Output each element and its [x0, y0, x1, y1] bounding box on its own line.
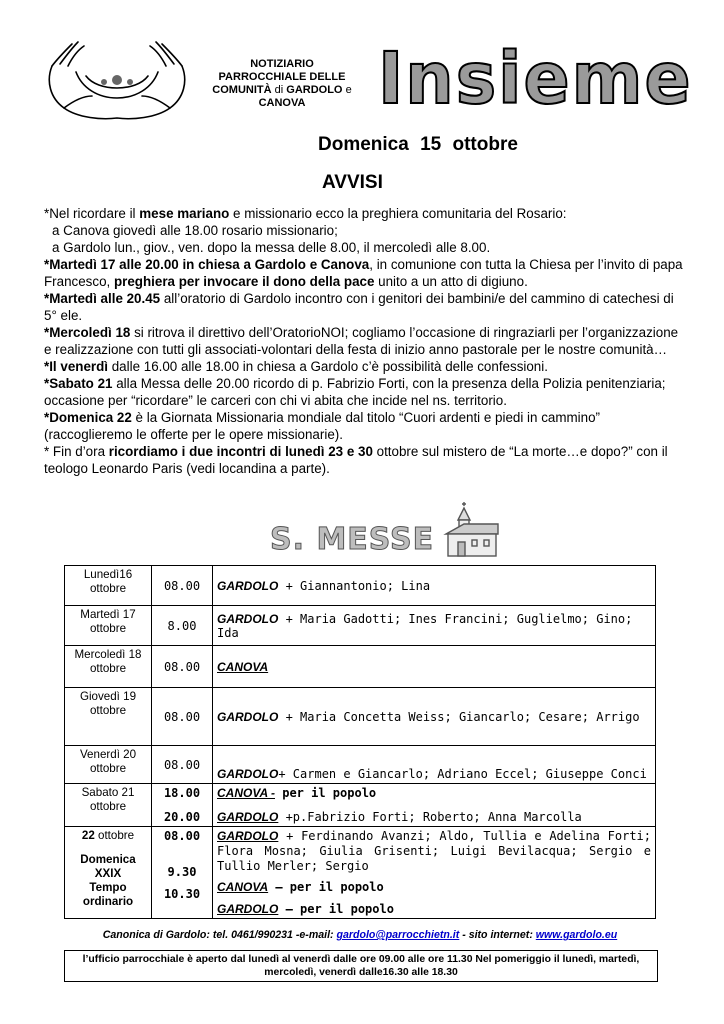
mass-day: Venerdì 20 ottobre	[65, 746, 152, 784]
masthead-line: CANOVA	[258, 97, 306, 109]
mass-time: 08.00	[152, 746, 213, 784]
notice-paragraph	[44, 324, 684, 358]
mass-intentions	[213, 784, 656, 827]
mass-day: Martedì 17 ottobre	[65, 606, 152, 646]
text: * Fin d’ora	[44, 444, 109, 459]
mass-day	[65, 827, 152, 919]
mass-time: 08.00	[152, 688, 213, 746]
newsletter-title: Insieme	[378, 37, 693, 121]
mass-location: GARDOLO	[217, 810, 279, 824]
masthead-word: di	[274, 84, 284, 96]
text: è la Giornata Missionaria mondiale dal titolo “Cuori ardenti e piedi in cammino” (raccoglieremo le offerte per le opere missionarie).	[44, 410, 600, 442]
text-bold: *Martedì alle 20.45	[44, 291, 161, 306]
mass-location: CANOVA	[217, 880, 269, 894]
mass-row-saturday	[65, 784, 656, 827]
text: , in comunione con tutta la Chiesa per l’invito di papa Francesco,	[44, 257, 683, 289]
mass-time: 08.00	[152, 646, 213, 688]
mass-time: 08.00	[152, 566, 213, 606]
notice-line: a Gardolo lun., giov., ven. dopo la messa delle 8.00, il mercoledì alle 8.00.	[52, 240, 491, 255]
mass-intention-text: – per il popolo	[278, 902, 394, 916]
mass-day: Giovedì 19 ottobre	[65, 688, 152, 746]
text: si ritrova il direttivo dell’OratorioNOI; cogliamo l’occasione di ringraziarli per l’organizzazione e realizzazione con tutti gli associati-volontari della festa di inizio anno pastorale per le nostre comunità…	[44, 325, 679, 357]
mass-day-line: Domenica	[80, 853, 136, 866]
mass-location: GARDOLO	[217, 611, 279, 626]
mass-location: CANOVA -	[217, 786, 275, 800]
mass-row	[65, 646, 656, 688]
issue-date: Domenica 15 ottobre	[318, 134, 518, 155]
mass-intention-text: per il popolo	[275, 786, 377, 800]
mass-intention-text: + Maria Concetta Weiss; Giancarlo; Cesare; Arrigo	[278, 709, 640, 724]
text: *Nel ricordare il	[44, 206, 140, 221]
mass-intentions	[213, 688, 656, 746]
mass-intention-text: + Maria Gadotti; Ines Francini; Guglielmo; Gino; Ida	[217, 611, 633, 640]
mass-day-line: XXIX	[94, 867, 122, 880]
text: ottobre sul mistero de “La morte…e dopo?” con il teologo Leonardo Paris (vedi locandina a parte).	[44, 444, 668, 476]
masthead-line: PARROCCHIALE DELLE	[218, 71, 346, 83]
notice-paragraph	[44, 375, 684, 409]
text-bold: *Domenica 22	[44, 410, 132, 425]
mass-location: GARDOLO	[217, 902, 279, 916]
notice-paragraph	[44, 205, 684, 222]
mass-day: Mercoledì 18 ottobre	[65, 646, 152, 688]
text-bold: *Sabato 21	[44, 376, 113, 391]
parish-contact	[64, 929, 656, 941]
text: all’oratorio di Gardolo incontro con i genitori dei bambini/e del cammino di catechesi di 5° ele.	[44, 291, 674, 323]
mass-intention-text: + Giannantonio; Lina	[278, 578, 431, 593]
masthead-line	[192, 84, 372, 97]
mass-entry	[217, 829, 651, 874]
text-bold: ricordiamo i due incontri di lunedì 23 e 30	[108, 444, 373, 459]
mass-day: Lunedì16 ottobre	[65, 566, 152, 606]
mass-intentions	[213, 646, 656, 688]
masthead	[192, 58, 372, 110]
notices-block	[44, 205, 684, 477]
mass-intention-text: + Ferdinando Avanzi; Aldo, Tullia e Adelina Forti; Flora Mosna; Giulia Grisenti; Luigi Bevilacqua; Sergio e Tullio Merler; Sergio	[217, 829, 651, 873]
mass-time	[152, 827, 213, 919]
text: alla Messa delle 20.00 ricordo di p. Fabrizio Forti, con la presenza della Polizia penitenziaria; occasione per “ricordare” le carceri con chi vi abita che incide nel ns. territorio.	[44, 376, 666, 408]
mass-time-2: 9.30	[167, 865, 197, 879]
mass-intention-text: + Carmen e Giancarlo; Adriano Eccel; Giuseppe Conci	[278, 767, 647, 781]
mass-location: CANOVA	[217, 659, 269, 674]
notice-paragraph	[44, 256, 684, 290]
mass-intention-text: – per il popolo	[268, 880, 384, 894]
mass-entry	[217, 786, 651, 800]
mass-day-line: Tempo	[89, 881, 127, 894]
contact-text: Canonica di Gardolo: tel. 0461/990231 -e-mail:	[102, 929, 337, 941]
mass-time: 8.00	[152, 606, 213, 646]
section-title-avvisi: AVVISI	[322, 172, 383, 193]
masthead-word: COMUNITÀ	[212, 84, 272, 96]
day-number: 22	[81, 829, 95, 842]
hands-logo-icon	[42, 36, 192, 124]
masthead-word: GARDOLO	[286, 84, 343, 96]
mass-intentions	[213, 566, 656, 606]
text: unito a un atto di digiuno.	[374, 274, 528, 289]
mass-intentions	[213, 606, 656, 646]
text-bold: *Mercoledì 18	[44, 325, 131, 340]
mass-time-2: 20.00	[163, 810, 201, 824]
mass-row-sunday	[65, 827, 656, 919]
email-link[interactable]: gardolo@parrocchietn.it	[336, 929, 460, 941]
church-icon	[440, 500, 502, 562]
text-bold: *Martedì 17 alle 20.00 in chiesa a Gardolo e Canova	[44, 257, 370, 272]
mass-entry	[217, 902, 651, 916]
masthead-line: NOTIZIARIO	[250, 58, 314, 70]
day-month: ottobre	[94, 829, 135, 842]
mass-day-line: ordinario	[82, 895, 134, 908]
notice-paragraph	[44, 290, 684, 324]
contact-text: - sito internet:	[459, 929, 536, 941]
text: e missionario ecco la preghiera comunitaria del Rosario:	[229, 206, 567, 221]
mass-row	[65, 566, 656, 606]
mass-time-3: 10.30	[163, 887, 201, 901]
mass-day-line	[69, 829, 147, 843]
mass-schedule-table	[64, 565, 656, 919]
mass-location: GARDOLO	[217, 829, 279, 843]
mass-location: GARDOLO	[217, 578, 279, 593]
mass-time-1: 18.00	[163, 786, 201, 800]
text: dalle 16.00 alle 18.00 in chiesa a Gardolo c’è possibilità delle confessioni.	[108, 359, 548, 374]
mass-intentions	[213, 827, 656, 919]
mass-intentions	[213, 746, 656, 784]
notice-paragraph	[44, 358, 684, 375]
office-hours: l’ufficio parrocchiale è aperto dal lunedì al venerdì dalle ore 09.00 alle ore 11.30 Nel pomeriggio il lunedì, martedì, mercoledì, venerdì dalle16.30 alle 18.30	[64, 950, 658, 982]
mass-row	[65, 606, 656, 646]
mass-location: GARDOLO	[217, 767, 279, 781]
website-link[interactable]: www.gardolo.eu	[535, 929, 618, 941]
notice-paragraph	[44, 443, 684, 477]
text-bold: preghiera per invocare il dono della pace	[113, 274, 375, 289]
mass-location: GARDOLO	[217, 709, 279, 724]
mass-time	[152, 784, 213, 827]
masses-banner-title: S. MESSE	[270, 522, 435, 557]
mass-row	[65, 688, 656, 746]
mass-day: Sabato 21 ottobre	[65, 784, 152, 827]
text-bold: *Il venerdì	[44, 359, 109, 374]
masthead-word: e	[345, 84, 352, 96]
mass-entry	[217, 880, 651, 894]
mass-row	[65, 746, 656, 784]
notice-paragraph	[44, 409, 684, 443]
mass-time-1: 08.00	[163, 829, 201, 843]
mass-entry	[217, 810, 651, 824]
mass-intention-text: +p.Fabrizio Forti; Roberto; Anna Marcolla	[278, 810, 582, 824]
notice-line: a Canova giovedì alle 18.00 rosario missionario;	[52, 223, 338, 238]
text-bold: mese mariano	[139, 206, 230, 221]
